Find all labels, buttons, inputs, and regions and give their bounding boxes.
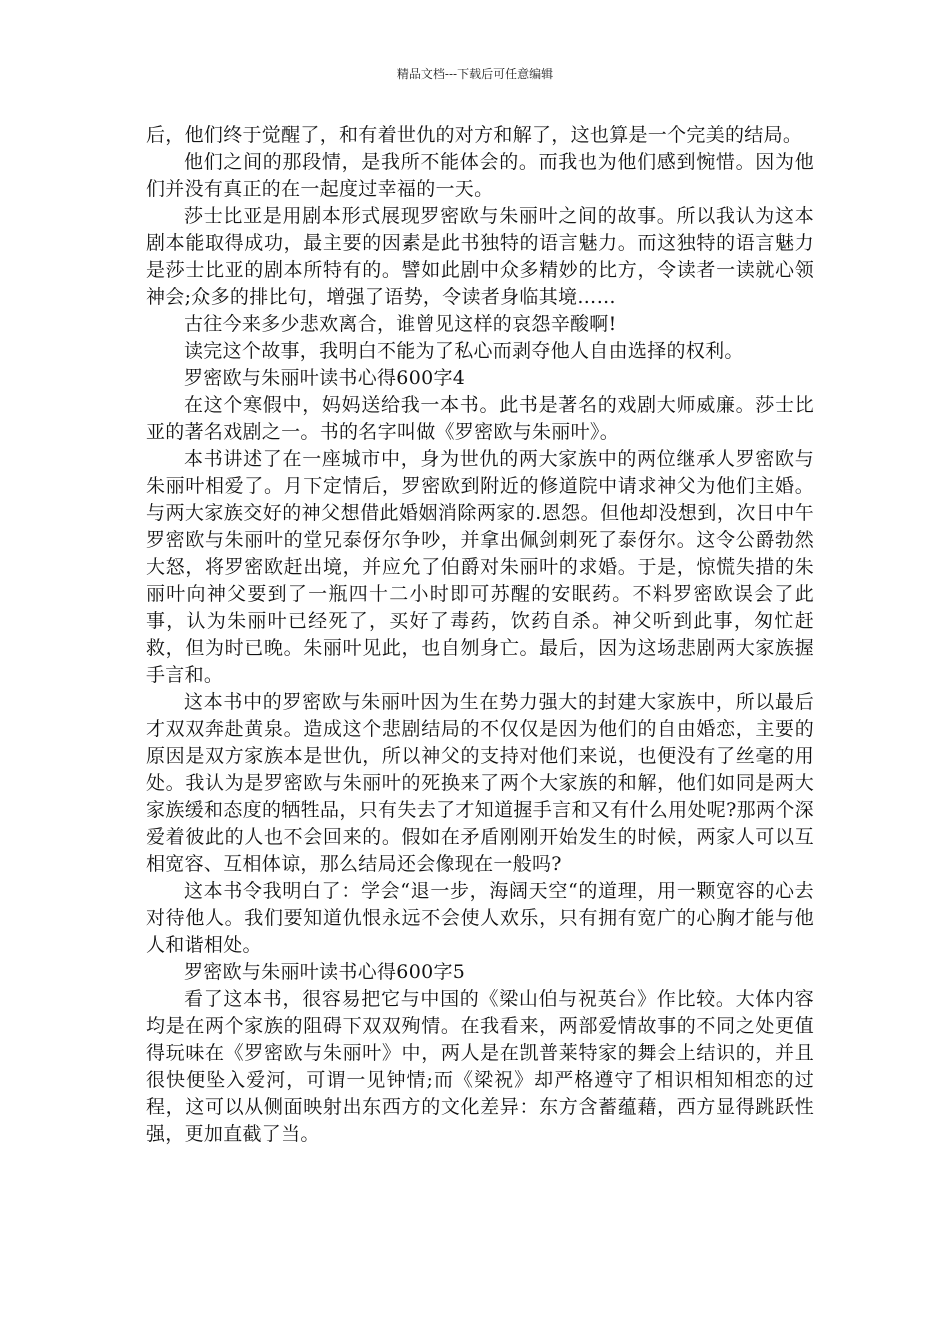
- section-heading-5: 罗密欧与朱丽叶读书心得600字5: [184, 961, 466, 983]
- paragraph-1: 后，他们终于觉醒了，和有着世仇的对方和解了，这也算是一个完美的结局。: [146, 124, 803, 146]
- paragraph-4: 古往今来多少悲欢离合，谁曾见这样的哀怨辛酸啊!: [184, 313, 617, 335]
- page-header: 精品文档---下载后可任意编辑: [396, 67, 554, 81]
- paragraph-8: 本书讲述了在一座城市中，身为世仇的两大家族中的两位继承人罗密欧与朱丽叶相爱了。月下定情后，罗密欧到附近的修道院中请求神父为他们主婚。与两大家族交好的神父想借此婚姻消除两家的.恩怨。但他却没想到，次日中午罗密欧与朱丽叶的堂兄泰伢尔争吵，并拿出佩剑刺死了泰伢尔。这令公爵勃然大怒，将罗密欧赶出境，并应允了伯爵对朱丽叶的求婚。于是，惊慌失措的朱丽叶向神父要到了一瓶四十二小时即可苏醒的安眠药。不料罗密欧误会了此事，认为朱丽叶已经死了，买好了毒药，饮药自杀。神父听到此事，匆忙赶救，但为时已晚。朱丽叶见此，也自刎身亡。最后，因为这场悲剧两大家族握手言和。: [146, 448, 814, 686]
- section-heading-4: 罗密欧与朱丽叶读书心得600字4: [184, 367, 466, 389]
- document-body: [146, 122, 814, 1148]
- paragraph-12: 看了这本书，很容易把它与中国的《梁山伯与祝英台》作比较。大体内容均是在两个家族的阻碍下双双殉情。在我看来，两部爱情故事的不同之处更值得玩味在《罗密欧与朱丽叶》中，两人是在凯普莱特家的舞会上结识的，并且很快便坠入爱河，可谓一见钟情;而《梁祝》却严格遵守了相识相知相恋的过程，这可以从侧面映射出东西方的文化差异：东方含蓄蕴藉，西方显得跳跃性强，更加直截了当。: [146, 988, 814, 1145]
- paragraph-9: 这本书中的罗密欧与朱丽叶因为生在势力强大的封建大家族中，所以最后才双双奔赴黄泉。造成这个悲剧结局的不仅仅是因为他们的自由婚恋，主要的原因是双方家族本是世仇，所以神父的支持对他们来说，也便没有了丝毫的用处。我认为是罗密欧与朱丽叶的死换来了两个大家族的和解，他们如同是两大家族缓和态度的牺牲品，只有失去了才知道握手言和又有什么用处呢?那两个深爱着彼此的人也不会回来的。假如在矛盾刚刚开始发生的时候，两家人可以互相宽容、互相体谅，那么结局还会像现在一般吗?: [146, 691, 814, 875]
- paragraph-2: 他们之间的那段情，是我所不能体会的。而我也为他们感到惋惜。因为他们并没有真正的在一起度过幸福的一天。: [146, 151, 814, 200]
- paragraph-7: 在这个寒假中，妈妈送给我一本书。此书是著名的戏剧大师威廉。莎士比亚的著名戏剧之一。书的名字叫做《罗密欧与朱丽叶》。: [146, 394, 814, 443]
- paragraph-5: 读完这个故事，我明白不能为了私心而剥夺他人自由选择的权利。: [184, 340, 744, 362]
- paragraph-3: 莎士比亚是用剧本形式展现罗密欧与朱丽叶之间的故事。所以我认为这本剧本能取得成功，最主要的因素是此书独特的语言魅力。而这独特的语言魅力是莎士比亚的剧本所特有的。譬如此剧中众多精妙的比方，令读者一读就心领神会;众多的排比句，增强了语势，令读者身临其境……: [146, 205, 814, 308]
- paragraph-10: 这本书令我明白了：学会“退一步，海阔天空“的道理，用一颗宽容的心去对待他人。我们要知道仇恨永远不会使人欢乐，只有拥有宽广的心胸才能与他人和谐相处。: [146, 880, 814, 956]
